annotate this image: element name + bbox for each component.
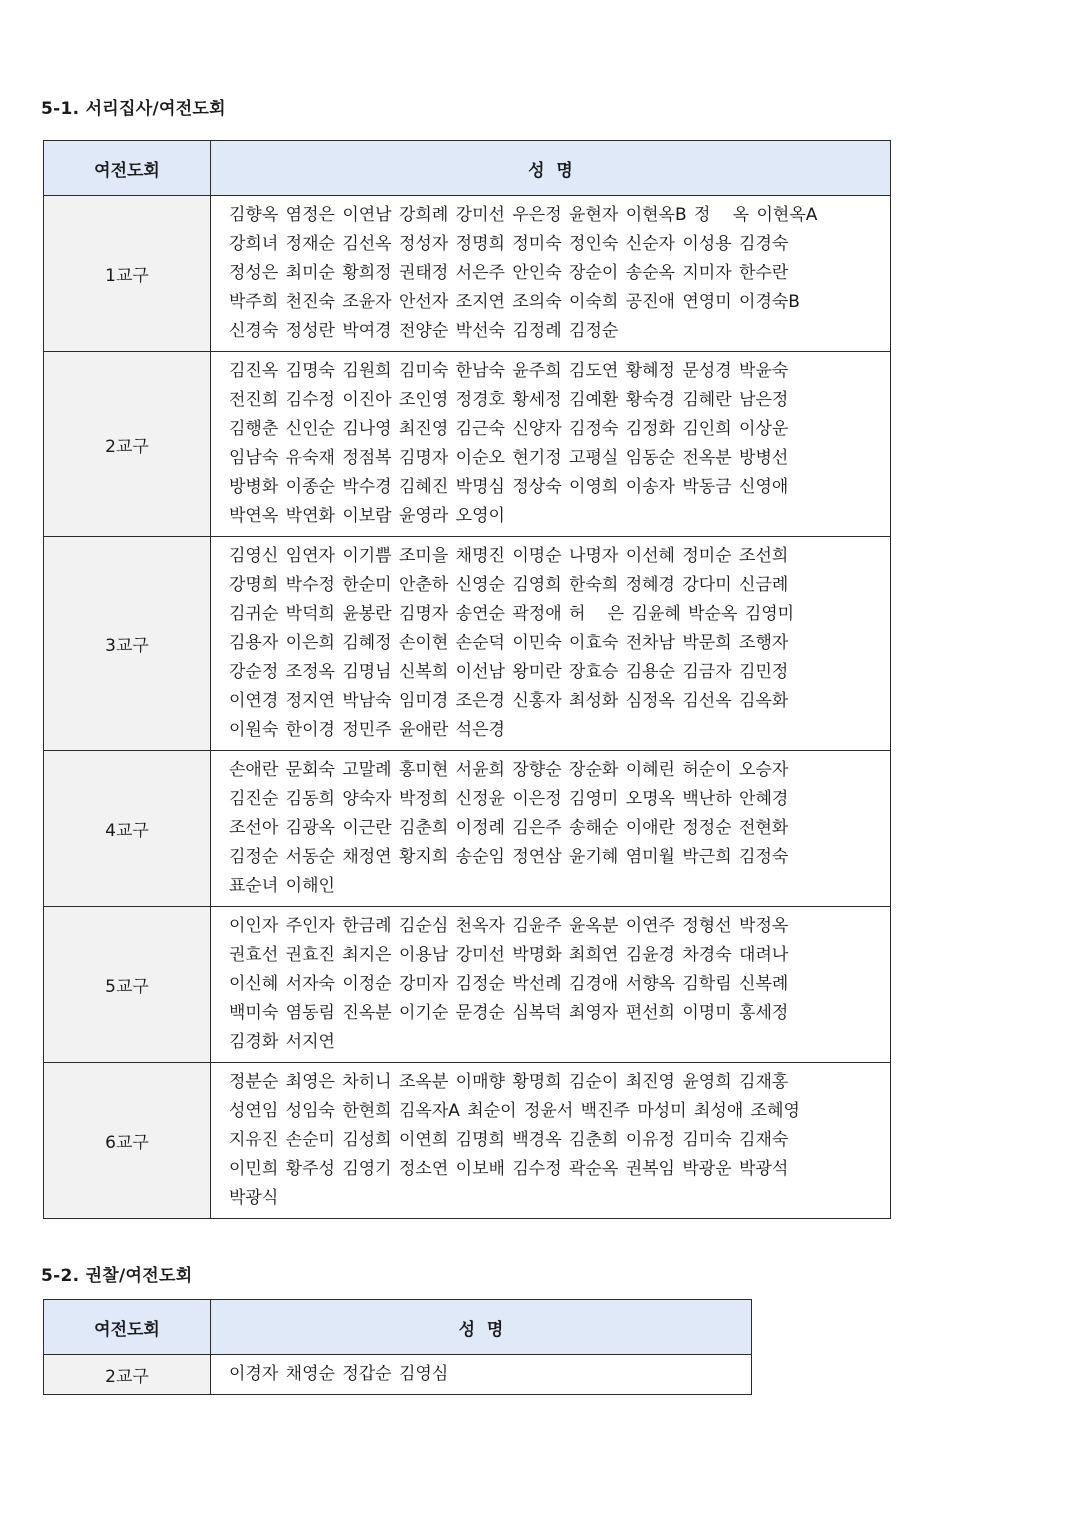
roster-table (43, 1299, 752, 1395)
names-line: 방병화 이종순 박수경 김혜진 박명심 정상숙 이영희 이송자 박동금 신영애 (229, 477, 789, 497)
roster-table-body (44, 1355, 752, 1395)
names-line: 박연옥 박연화 이보람 윤영라 오영이 (229, 506, 505, 526)
names-line: 강순정 조정옥 김명님 신복희 이선남 왕미란 장효승 김용순 김금자 김민정 (229, 662, 789, 682)
names-line: 김정순 서동순 채정연 황지희 송순임 정연삼 윤기혜 염미월 박근희 김정숙 (229, 847, 789, 867)
table-row (44, 352, 891, 537)
names-cell (211, 352, 891, 537)
section-title: 5-2. 권찰/여전도회 (41, 1266, 193, 1286)
names-line: 권효선 권효진 최지은 이용남 강미선 박명화 최희연 김윤경 차경숙 대려나 (229, 945, 789, 965)
names-cell (211, 1355, 752, 1395)
names-line: 김진옥 김명숙 김원희 김미숙 한남숙 윤주희 김도연 황혜정 문성경 박윤숙 (229, 361, 789, 381)
district-cell: 2교구 (44, 352, 211, 537)
names-line: 김향옥 염정은 이연남 강희례 강미선 우은정 윤현자 이현옥B 정 옥 이현옥A (229, 205, 818, 225)
names-cell (211, 196, 891, 352)
names-line: 정성은 최미순 황희정 권태정 서은주 안인숙 장순이 송순옥 지미자 한수란 (229, 263, 789, 283)
column-header-names: 성 명 (211, 1300, 752, 1355)
names-line: 손애란 문회숙 고말례 홍미현 서윤희 장향순 장순화 이혜린 허순이 오승자 (229, 760, 789, 780)
names-line: 임남숙 유숙재 정점복 김명자 이순오 현기정 고평실 임동순 전옥분 방병선 (229, 448, 789, 468)
table-row (44, 907, 891, 1063)
names-line: 이원숙 한이경 정민주 윤애란 석은경 (229, 720, 505, 740)
names-line: 김경화 서지연 (229, 1032, 335, 1052)
names-line: 이연경 정지연 박남숙 임미경 조은경 신홍자 최성화 심정옥 김선옥 김옥화 (229, 691, 789, 711)
names-cell (211, 907, 891, 1063)
roster-table (43, 140, 891, 1219)
names-line: 이경자 채영순 정갑순 김영심 (229, 1364, 449, 1384)
column-header-group: 여전도회 (44, 1300, 211, 1355)
names-line: 이민희 황주성 김영기 정소연 이보배 김수정 곽순옥 권복임 박광운 박광석 (229, 1159, 789, 1179)
table-row (44, 537, 891, 751)
table-row (44, 1063, 891, 1219)
names-line: 정분순 최영은 차히니 조옥분 이매향 황명희 김순이 최진영 윤영희 김재홍 (229, 1072, 789, 1092)
district-cell: 4교구 (44, 751, 211, 907)
table-row (44, 1355, 752, 1395)
section-title: 5-1. 서리집사/여전도회 (41, 99, 226, 119)
district-cell: 1교구 (44, 196, 211, 352)
table-header-row (44, 1300, 752, 1355)
table-row (44, 196, 891, 352)
names-line: 김진순 김동희 양숙자 박정희 신정윤 이은정 김영미 오명옥 백난하 안혜경 (229, 789, 789, 809)
names-line: 표순녀 이해인 (229, 876, 335, 896)
column-header-group: 여전도회 (44, 141, 211, 196)
names-cell (211, 751, 891, 907)
names-line: 이신혜 서자숙 이정순 강미자 김정순 박선례 김경애 서향옥 김학림 신복례 (229, 974, 789, 994)
names-line: 지유진 손순미 김성희 이연희 김명희 백경옥 김춘희 이유정 김미숙 김재숙 (229, 1130, 789, 1150)
district-cell: 5교구 (44, 907, 211, 1063)
names-line: 조선아 김광옥 이근란 김춘희 이정례 김은주 송해순 이애란 정정순 전현화 (229, 818, 789, 838)
names-line: 김영신 임연자 이기쁨 조미을 채명진 이명순 나명자 이선혜 정미순 조선희 (229, 546, 789, 566)
district-cell: 6교구 (44, 1063, 211, 1219)
names-line: 강명희 박수정 한순미 안춘하 신영순 김영희 한숙희 정혜경 강다미 신금례 (229, 575, 789, 595)
names-line: 김귀순 박덕희 윤봉란 김명자 송연순 곽정애 허 은 김윤혜 박순옥 김영미 (229, 604, 795, 624)
names-line: 신경숙 정성란 박여경 전양순 박선숙 김정례 김정순 (229, 321, 619, 341)
names-line: 김용자 이은희 김혜정 손이현 손순덕 이민숙 이효숙 전차남 박문희 조행자 (229, 633, 789, 653)
names-line: 백미숙 염동림 진옥분 이기순 문경순 심복덕 최영자 편선희 이명미 홍세정 (229, 1003, 789, 1023)
roster-table-body (44, 196, 891, 1219)
column-header-names: 성 명 (211, 141, 891, 196)
table-header-row (44, 141, 891, 196)
names-cell (211, 1063, 891, 1219)
names-line: 이인자 주인자 한금례 김순심 천옥자 김윤주 윤옥분 이연주 정형선 박정옥 (229, 916, 789, 936)
names-cell (211, 537, 891, 751)
names-line: 성연임 성임숙 한현희 김옥자A 최순이 정윤서 백진주 마성미 최성애 조혜영 (229, 1101, 800, 1121)
names-line: 박주희 천진숙 조윤자 안선자 조지연 조의숙 이숙희 공진애 연영미 이경숙B (229, 292, 800, 312)
district-cell: 3교구 (44, 537, 211, 751)
names-line: 김행춘 신인순 김나영 최진영 김근숙 신양자 김정숙 김정화 김인희 이상운 (229, 419, 789, 439)
table-row (44, 751, 891, 907)
district-cell: 2교구 (44, 1355, 211, 1395)
names-line: 전진희 김수정 이진아 조인영 정경호 황세정 김예환 황숙경 김혜란 남은정 (229, 390, 789, 410)
names-line: 박광식 (229, 1188, 279, 1208)
names-line: 강희녀 정재순 김선옥 정성자 정명희 정미숙 정인숙 신순자 이성용 김경숙 (229, 234, 789, 254)
